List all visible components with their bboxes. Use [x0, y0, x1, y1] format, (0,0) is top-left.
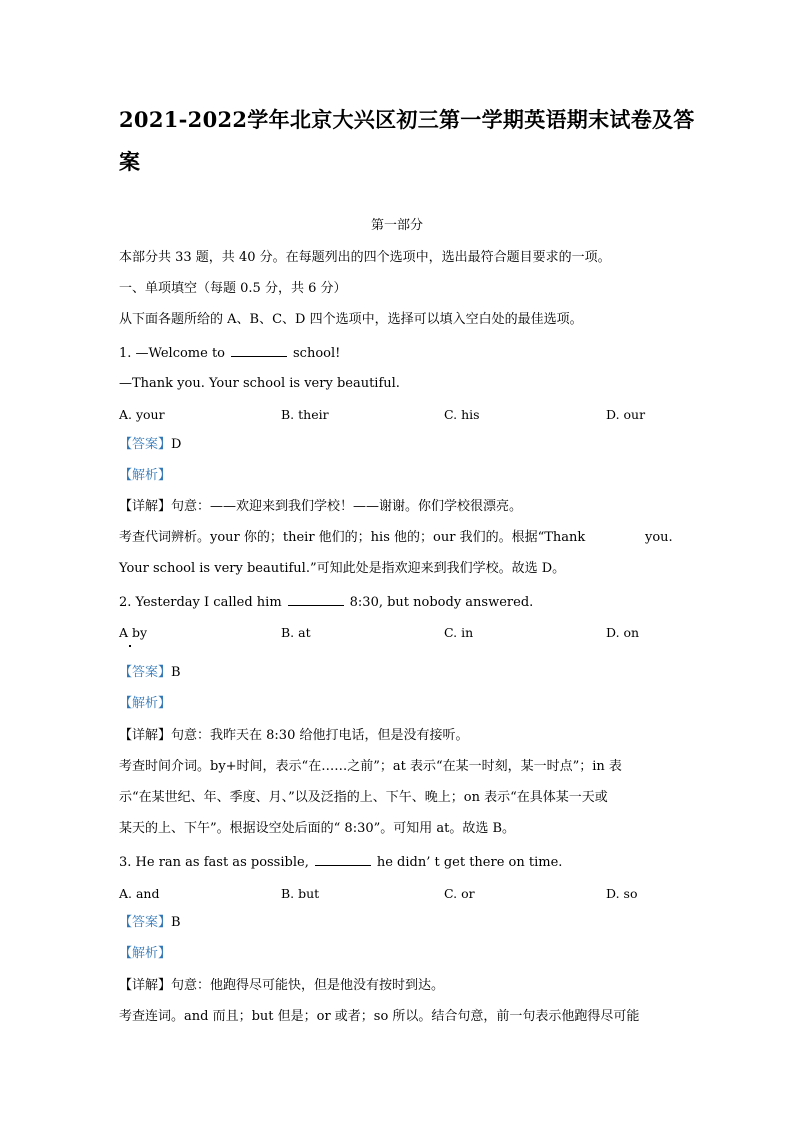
detail-label: 【详解】	[119, 728, 172, 743]
q2-explain-2: 示“在某世纪、年、季度、月、”以及泛指的上、下午、晚上；on 表示“在具体某一天或	[119, 790, 608, 805]
q2-option-b: B. at	[281, 625, 311, 640]
q1-option-b: B. their	[281, 407, 329, 422]
blank	[231, 345, 287, 357]
stem-text: 8:30, but nobody answered.	[349, 595, 534, 610]
q2-explain-1: 考查时间介词。by+时间，表示“在……之前”；at 表示“在某一时刻，某一时点”；in 表	[119, 759, 622, 774]
q3-explain-1: 考查连词。and 而且；but 但是；or 或者；so 所以。结合句意，前一句表示他跑得尽可能	[119, 1009, 640, 1024]
q2-option-a: A by	[119, 625, 148, 640]
part1-title: 一、单项填空（每题 0.5 分，共 6 分）	[119, 281, 347, 296]
explain-text: 考查代词辨析。your 你的；their 他们的；his 他的；our 我们的。根据“Thank	[119, 530, 586, 545]
blank	[315, 854, 371, 866]
detail-label: 【详解】	[119, 499, 172, 514]
q3-option-a: A. and	[119, 886, 160, 901]
stray-dot	[129, 645, 131, 647]
q3-answer	[119, 915, 181, 931]
q3-option-b: B. but	[281, 886, 320, 901]
q2-detail	[119, 728, 468, 744]
q3-option-d: D. so	[606, 886, 638, 901]
q3-option-c: C. or	[444, 886, 475, 901]
question-2-stem	[119, 594, 533, 611]
answer-value: B	[171, 915, 181, 930]
q1-explain-1	[119, 530, 673, 546]
q2-analysis-label: 【解析】	[119, 696, 172, 711]
section-intro: 本部分共 33 题，共 40 分。在每题列出的四个选项中，选出最符合题目要求的一项。	[119, 250, 611, 265]
q2-option-c: C. in	[444, 625, 474, 640]
q2-answer	[119, 665, 181, 681]
q3-analysis-label: 【解析】	[119, 946, 172, 961]
explain-text: you.	[645, 530, 673, 545]
q1-option-c: C. his	[444, 407, 480, 422]
detail-label: 【详解】	[119, 978, 172, 993]
detail-text: 句意：我昨天在 8:30 给他打电话，但是没有接听。	[171, 728, 469, 743]
q1-option-d: D. our	[606, 407, 646, 422]
q2-explain-3: 某天的上、下午”。根据设空处后面的“ 8:30”。可知用 at。故选 B。	[119, 821, 516, 836]
answer-label: 【答案】	[119, 665, 172, 680]
document-title-line1: 2021-2022学年北京大兴区初三第一学期英语期末试卷及答	[119, 107, 695, 132]
q1-analysis-label: 【解析】	[119, 468, 172, 483]
q1-detail	[119, 499, 522, 515]
question-1-response: —Thank you. Your school is very beautiful.	[119, 376, 400, 391]
question-1-stem	[119, 345, 340, 362]
detail-text: 句意：——欢迎来到我们学校！——谢谢。你们学校很漂亮。	[171, 499, 523, 514]
question-3-stem	[119, 854, 562, 871]
answer-label: 【答案】	[119, 437, 172, 452]
stem-text: 1. —Welcome to	[119, 346, 225, 361]
q3-detail	[119, 978, 444, 994]
q1-answer	[119, 437, 181, 453]
detail-text: 句意：他跑得尽可能快，但是他没有按时到达。	[171, 978, 445, 993]
stem-text: school!	[293, 346, 341, 361]
answer-value: D	[171, 437, 182, 452]
section-heading: 第一部分	[370, 218, 423, 233]
blank	[288, 594, 344, 606]
answer-label: 【答案】	[119, 915, 172, 930]
part1-instructions: 从下面各题所给的 A、B、C、D 四个选项中，选择可以填入空白处的最佳选项。	[119, 312, 583, 327]
q1-option-a: A. your	[119, 407, 165, 422]
q1-explain-2: Your school is very beautiful.”可知此处是指欢迎来到我们学校。故选 D。	[119, 561, 566, 576]
q2-option-d: D. on	[606, 625, 640, 640]
stem-text: he didn’ t get there on time.	[376, 855, 563, 870]
document-title-line2: 案	[119, 149, 141, 174]
stem-text: 3. He ran as fast as possible,	[119, 855, 309, 870]
answer-value: B	[171, 665, 181, 680]
stem-text: 2. Yesterday I called him	[119, 595, 282, 610]
